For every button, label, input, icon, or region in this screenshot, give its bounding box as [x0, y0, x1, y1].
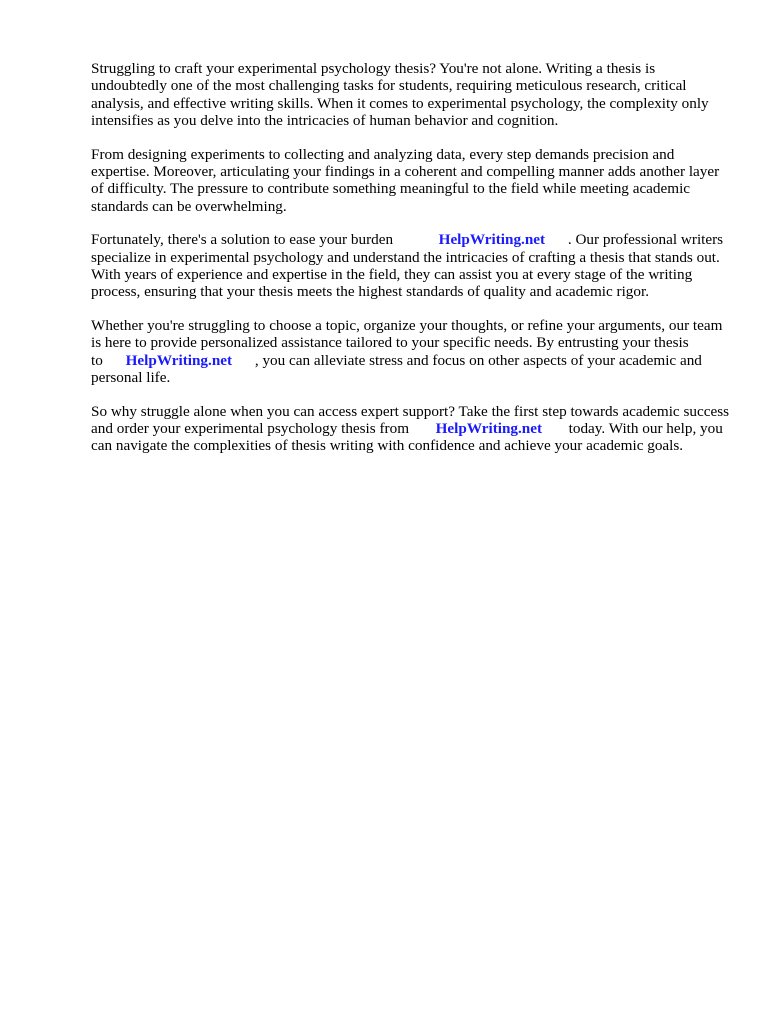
document-body	[91, 60, 731, 471]
paragraph-solution	[91, 231, 731, 300]
paragraph-closing-text-after: today. With our help, you can navigate the complexities of thesis writing with confidence and achieve your academic goals.	[91, 420, 723, 455]
paragraph-solution-text-before: Fortunately, there's a solution to ease your burden	[91, 231, 394, 249]
paragraph-intro: Struggling to craft your experimental psychology thesis? You're not alone. Writing a thesis is undoubtedly one of the most challenging tasks for students, requiring meticulous research, critical analysis, and effective writing skills. When it comes to experimental psychology, the complexity only intensifies as you delve into the intricacies of human behavior and cognition.	[91, 60, 709, 129]
paragraph-challenges: From designing experiments to collecting and analyzing data, every step demands precision and expertise. Moreover, articulating your findings in a coherent and compelling manner adds another layer of difficulty. The pressure to contribute something meaningful to the field while meeting academic standards can be overwhelming.	[91, 145, 720, 215]
paragraph-closing-text-before: So why struggle alone when you can access expert support? Take the first step towards academic success and order your experimental psychology thesis from	[91, 402, 730, 438]
helpwriting-link[interactable]: HelpWriting.net	[125, 351, 233, 369]
paragraph-closing	[91, 403, 731, 455]
paragraph-assistance-text-after: , you can alleviate stress and focus on other aspects of your academic and personal life.	[91, 351, 702, 386]
paragraph-assistance	[91, 317, 731, 386]
helpwriting-link[interactable]: HelpWriting.net	[435, 420, 543, 438]
helpwriting-link[interactable]: HelpWriting.net	[438, 231, 546, 249]
paragraph-solution-text-after: . Our professional writers specialize in experimental psychology and understand the intricacies of crafting a thesis that stands out. With years of experience and expertise in the field, they can assist you at every stage of the writing process, ensuring that your thesis meets the highest standards of quality and academic rigor.	[91, 231, 724, 301]
paragraph-assistance-text-before: Whether you're struggling to choose a topic, organize your thoughts, or refine your arguments, our team is here to provide personalized assistance tailored to your specific needs. By entrusting your thesis to	[91, 317, 723, 369]
